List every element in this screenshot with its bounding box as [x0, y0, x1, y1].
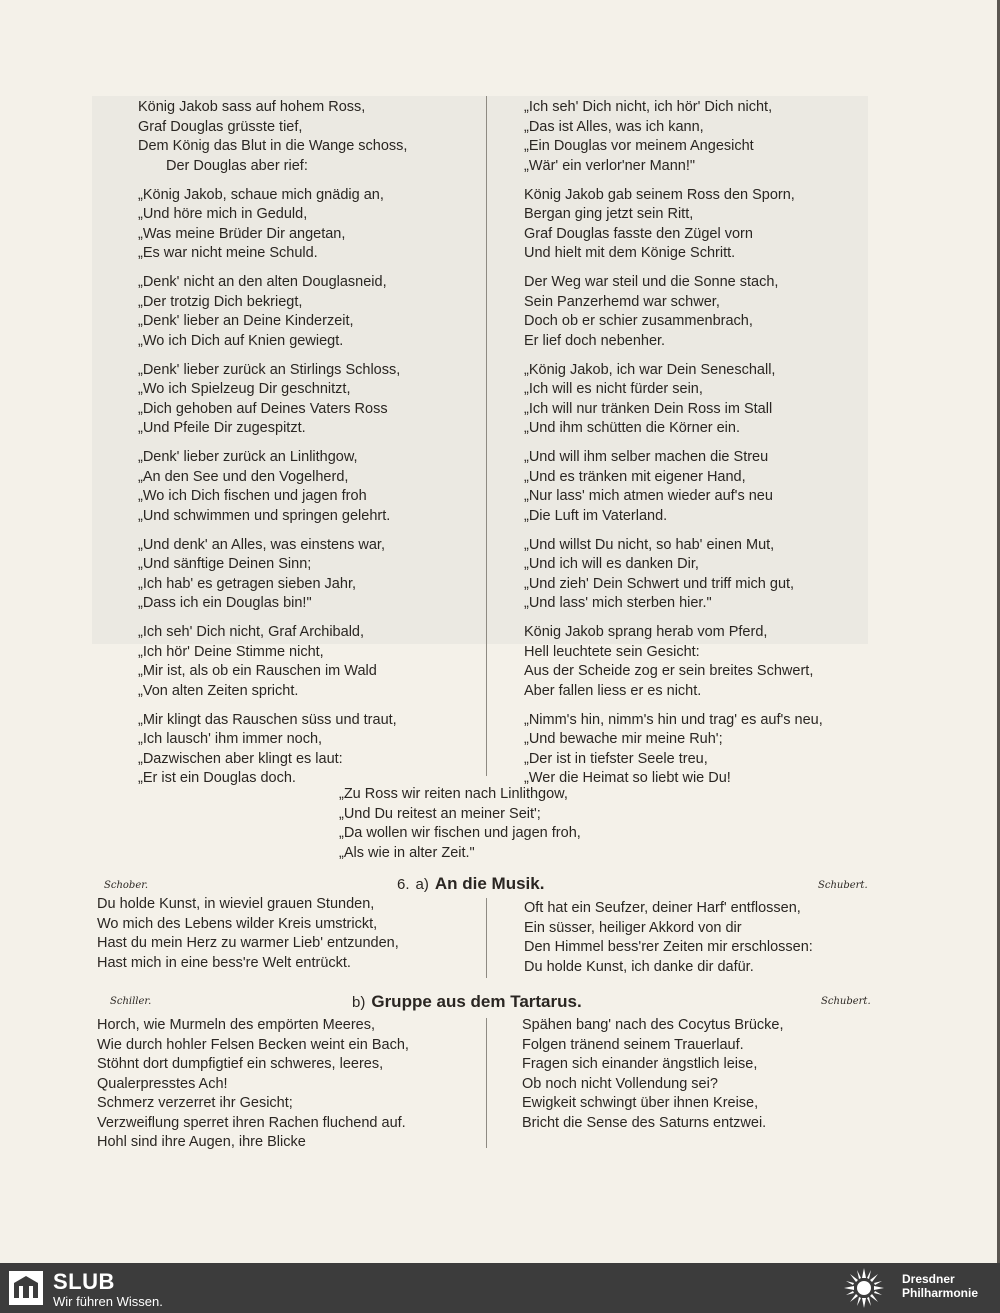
stanza [524, 623, 823, 701]
stanza [524, 186, 823, 264]
verse-line: Der Weg war steil und die Sonne stach, [524, 274, 779, 290]
stanza [524, 536, 823, 614]
song1-composer: Schubert. [818, 880, 868, 891]
song2-title: Gruppe aus dem Tartarus. [371, 992, 582, 1011]
verse-line: Hast mich in eine bess're Welt entrückt. [97, 954, 351, 971]
song2-composer: Schubert. [821, 996, 871, 1007]
verse-line: Den Himmel bess'rer Zeiten mir erschlossen: [524, 939, 813, 955]
verse-line: „Dass ich ein Douglas bin!" [138, 595, 312, 611]
song1-title: An die Musik. [434, 874, 545, 893]
verse-line: Der Douglas aber rief: [166, 157, 308, 174]
verse-line: „Denk' lieber zurück an Stirlings Schloss, [138, 361, 401, 378]
verse-line: Graf Douglas grüsste tief, [138, 118, 303, 135]
song1-left-column [97, 895, 399, 973]
verse-line: „Die Luft im Vaterland. [524, 507, 668, 524]
verse-line: Fragen sich einander ängstlich leise, [522, 1056, 758, 1072]
stanza [524, 361, 823, 439]
verse-line: „Und ich will es danken Dir, [524, 556, 699, 572]
stanza [138, 536, 407, 614]
verse-line: „Ich will es nicht fürder sein, [524, 381, 703, 397]
song2-left-column [97, 1016, 409, 1153]
philharmonie-name-line2: Philharmonie [902, 1286, 979, 1300]
verse-line: „Und zieh' Dein Schwert und triff mich gut, [524, 575, 795, 592]
verse-line: „Ein Douglas vor meinem Angesicht [524, 138, 754, 154]
verse-line: König Jakob gab seinem Ross den Sporn, [524, 186, 795, 203]
verse-line: „Und Pfeile Dir zugespitzt. [138, 420, 306, 436]
song1-right-column [524, 899, 813, 977]
verse-line: „Wo ich Spielzeug Dir geschnitzt, [138, 381, 351, 397]
verse-line: „Nur lass' mich atmen wieder auf's neu [524, 488, 773, 504]
verse-line: „Und sänftige Deinen Sinn; [138, 556, 312, 572]
verse-line: Ein süsser, heiliger Akkord von dir [524, 919, 742, 936]
stanza [138, 361, 407, 439]
song1-number: 6. [397, 876, 410, 893]
verse-line: „Der ist in tiefster Seele treu, [524, 750, 708, 767]
verse-line: „Ich hab' es getragen sieben Jahr, [138, 575, 356, 592]
stanza [524, 98, 823, 176]
verse-line: „Dich gehoben auf Deines Vaters Ross [138, 400, 388, 417]
verse-line: „Da wollen wir fischen und jagen froh, [339, 825, 581, 841]
verse-line: „Wo ich Dich fischen und jagen froh [138, 488, 367, 504]
verse-line: „Und schwimmen und springen gelehrt. [138, 507, 391, 524]
song1-part: a) [415, 876, 429, 893]
verse-line: Du holde Kunst, in wieviel grauen Stunden, [97, 896, 375, 912]
song2-heading [352, 992, 582, 1012]
poem-closing-stanza [339, 785, 581, 863]
stanza [138, 186, 407, 264]
verse-line: „Wär' ein verlor'ner Mann!" [524, 157, 696, 174]
verse-line: „Denk' lieber zurück an Linlithgow, [138, 449, 358, 465]
verse-line: „Nimm's hin, nimm's hin und trag' es auf's neu, [524, 711, 823, 728]
verse-line: „Wer die Heimat so liebt wie Du! [524, 770, 731, 786]
verse-line: Verzweiflung sperret ihren Rachen fluchend auf. [97, 1114, 406, 1131]
verse-line: „Er ist ein Douglas doch. [138, 770, 296, 786]
verse-line: „Ich seh' Dich nicht, ich hör' Dich nicht, [524, 99, 773, 115]
verse-line: „Zu Ross wir reiten nach Linlithgow, [339, 786, 568, 802]
verse-line: Hell leuchtete sein Gesicht: [524, 643, 700, 660]
verse-line: Schmerz verzerret ihr Gesicht; [97, 1095, 293, 1111]
verse-line: „Von alten Zeiten spricht. [138, 682, 299, 699]
stanza [138, 448, 407, 526]
verse-line: „Ich hör' Deine Stimme nicht, [138, 643, 324, 660]
verse-line: Er lief doch nebenher. [524, 332, 666, 349]
verse-line: Du holde Kunst, ich danke dir dafür. [524, 958, 754, 975]
verse-line: „Und lass' mich sterben hier." [524, 595, 712, 611]
verse-line: „Und will ihm selber machen die Streu [524, 449, 769, 465]
philharmonie-name[interactable] [902, 1272, 978, 1300]
verse-line: „Denk' lieber an Deine Kinderzeit, [138, 313, 354, 329]
philharmonie-name-line1: Dresdner [902, 1272, 955, 1286]
stanza [524, 448, 823, 526]
verse-line: „Und bewache mir meine Ruh'; [524, 731, 723, 747]
verse-line: Hohl sind ihre Augen, ihre Blicke [97, 1134, 306, 1150]
stanza [138, 711, 407, 789]
verse-line: „Und höre mich in Geduld, [138, 206, 308, 222]
verse-line: Oft hat ein Seufzer, deiner Harf' entflossen, [524, 900, 801, 916]
stanza [524, 711, 823, 789]
verse-line: „Mir klingt das Rauschen süss und traut, [138, 711, 397, 728]
verse-line: „Und willst Du nicht, so hab' einen Mut, [524, 536, 775, 553]
song2-poet: Schiller. [110, 996, 152, 1007]
slub-logo-icon[interactable] [9, 1271, 43, 1305]
verse-line: König Jakob sass auf hohem Ross, [138, 99, 366, 115]
column-divider [486, 96, 487, 776]
verse-line: „Der trotzig Dich bekriegt, [138, 293, 303, 310]
verse-line: „Dazwischen aber klingt es laut: [138, 750, 343, 767]
verse-line: Horch, wie Murmeln des empörten Meeres, [97, 1017, 376, 1033]
verse-line: „Ich lausch' ihm immer noch, [138, 731, 323, 747]
verse-line: „Mir ist, als ob ein Rauschen im Wald [138, 663, 377, 679]
song2-right-column [522, 1016, 784, 1133]
poem-right-column [524, 98, 823, 798]
stanza [138, 98, 407, 176]
philharmonie-logo-icon[interactable] [842, 1266, 886, 1310]
verse-line: „Als wie in alter Zeit." [339, 844, 475, 861]
verse-line: „Ich will nur tränken Dein Ross im Stall [524, 400, 773, 417]
verse-line: Qualerpresstes Ach! [97, 1075, 228, 1092]
verse-line: Und hielt mit dem Könige Schritt. [524, 245, 736, 261]
verse-line: Folgen tränend seinem Trauerlauf. [522, 1036, 744, 1053]
verse-line: Aber fallen liess er es nicht. [524, 682, 702, 699]
verse-line: Ob noch nicht Vollendung sei? [522, 1075, 718, 1092]
verse-line: Spähen bang' nach des Cocytus Brücke, [522, 1017, 784, 1033]
slub-tagline: Wir führen Wissen. [53, 1294, 163, 1309]
verse-line: Dem König das Blut in die Wange schoss, [138, 138, 408, 154]
verse-line: „König Jakob, ich war Dein Seneschall, [524, 361, 776, 378]
verse-line: „An den See und den Vogelherd, [138, 468, 349, 485]
song1-poet: Schober. [104, 880, 149, 891]
verse-line: „Es war nicht meine Schuld. [138, 245, 318, 261]
verse-line: König Jakob sprang herab vom Pferd, [524, 624, 768, 640]
verse-line: „Wo ich Dich auf Knien gewiegt. [138, 332, 344, 349]
verse-line: Wie durch hohler Felsen Becken weint ein Bach, [97, 1036, 409, 1053]
column-divider-song2 [486, 1018, 487, 1148]
stanza [138, 273, 407, 351]
verse-line: „Und denk' an Alles, was einstens war, [138, 536, 385, 553]
verse-line: Bricht die Sense des Saturns entzwei. [522, 1114, 767, 1131]
verse-line: „Was meine Brüder Dir angetan, [138, 225, 346, 242]
verse-line: „Das ist Alles, was ich kann, [524, 118, 704, 135]
verse-line: „Denk' nicht an den alten Douglasneid, [138, 274, 387, 290]
verse-line: „Und ihm schütten die Körner ein. [524, 420, 740, 436]
column-divider-song1 [486, 898, 487, 978]
verse-line: Graf Douglas fasste den Zügel vorn [524, 225, 753, 242]
poem-left-column [138, 98, 407, 798]
verse-line: Hast du mein Herz zu warmer Lieb' entzunden, [97, 935, 399, 951]
verse-line: „Ich seh' Dich nicht, Graf Archibald, [138, 624, 365, 640]
stanza [524, 273, 823, 351]
verse-line: „König Jakob, schaue mich gnädig an, [138, 186, 384, 203]
stanza [138, 623, 407, 701]
verse-line: Wo mich des Lebens wilder Kreis umstrickt, [97, 915, 378, 932]
verse-line: Aus der Scheide zog er sein breites Schwert, [524, 663, 814, 679]
slub-name[interactable]: SLUB [53, 1269, 115, 1294]
song2-part: b) [352, 994, 366, 1011]
song1-heading [397, 874, 544, 894]
verse-line: Bergan ging jetzt sein Ritt, [524, 206, 694, 222]
verse-line: Ewigkeit schwingt über ihnen Kreise, [522, 1095, 759, 1111]
verse-line: Sein Panzerhemd war schwer, [524, 293, 720, 310]
verse-line: Stöhnt dort dumpfigtief ein schweres, leeres, [97, 1056, 384, 1072]
verse-line: Doch ob er schier zusammenbrach, [524, 313, 753, 329]
viewer-footer [0, 1263, 1000, 1313]
verse-line: „Und Du reitest an meiner Seit'; [339, 805, 541, 822]
verse-line: „Und es tränken mit eigener Hand, [524, 468, 746, 485]
